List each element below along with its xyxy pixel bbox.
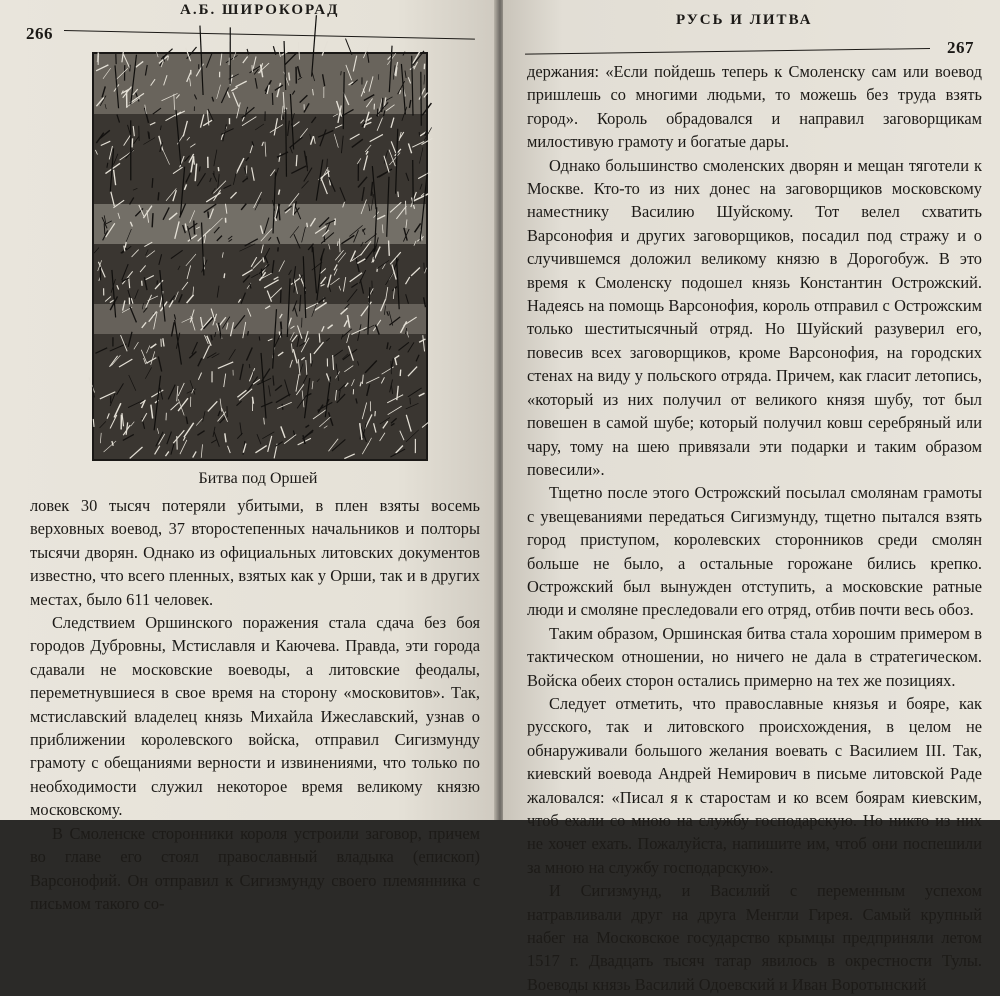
left-page-number: 266 xyxy=(26,24,53,44)
battle-engraving xyxy=(92,52,428,461)
left-page xyxy=(0,0,497,820)
right-header-rule xyxy=(525,48,930,55)
right-paragraph-3: Тщетно после этого Острожский посылал смолянам грамоты с увещеваниями передаться Сигизмунду, тщетно пытался взять город приступом, королевских сторонников среди смолян больше не было, а остальные горожане бились крепко. Острожский был вынужден отступить, а московские ратные люди и смоляне преследовали его отряд, отбив почти весь обоз. xyxy=(527,481,982,621)
left-running-title: А.Б. ШИРОКОРАД xyxy=(180,2,339,19)
left-paragraph-1: ловек 30 тысяч потеряли убитыми, в плен взяты восемь верховных воевод, 37 второстепенных начальников и полторы тысячи дворян. Однако из официальных литовских документов известно, что всего пленных, взятых как у Орши, так и в других местах, было 611 человек. xyxy=(30,494,480,611)
left-header-rule xyxy=(64,30,475,40)
right-running-title: РУСЬ И ЛИТВА xyxy=(676,12,812,29)
right-paragraph-6: И Сигизмунд, и Василий с переменным успехом натравливали друг на друга Менгли Гирея. Самый крупный набег на Московское государство крымцы предприняли летом 1517 г. Двадцать тысяч татар явилось в окрестности Тулы. Воеводы князь Василий Одоевский и Иван Воротынский xyxy=(527,879,982,996)
right-body-text xyxy=(527,60,982,996)
battle-engraving-illustration xyxy=(94,54,426,459)
right-running-head xyxy=(503,0,1000,52)
left-paragraph-3: В Смоленске сторонники короля устроили заговор, причем во главе его стоял православный владыка (епископ) Варсонофий. Он отправил к Сигизмунду своего племянника с письмом такого со- xyxy=(30,822,480,916)
right-paragraph-2: Однако большинство смоленских дворян и мещан тяготели к Москве. Кто-то из них донес на заговорщиков московскому наместнику Василию Шуйскому. Тот велел схватить Варсонофия и других заговорщиков, посадил под стражу и о случившемся доложил великому князю в Дорогобуж. В это время к Смоленску подошел князь Константин Острожский. Надеясь на помощь Варсонофия, король отправил с Острожским только шеститысячный отряд. Но Шуйский разуверил его, повесив всех заговорщиков, кроме Варсонофия, на городских стенах на виду у польского отряда. Причем, как гласит летопись, «который из них получил от великого князя шубу, тот был повешен в самой шубе; который получил ковш серебряный или чару, тому на шею привязали эти подарки и таким образом повесили». xyxy=(527,154,982,482)
right-page-number: 267 xyxy=(947,38,974,58)
right-page xyxy=(503,0,1000,820)
left-body-text xyxy=(30,494,480,915)
figure-caption: Битва под Оршей xyxy=(92,470,424,488)
right-paragraph-4: Таким образом, Оршинская битва стала хорошим примером в тактическом отношении, но ничего не дала в стратегическом. Войска обеих сторон остались примерно на тех же позициях. xyxy=(527,622,982,692)
right-paragraph-5: Следует отметить, что православные князья и бояре, как русского, так и литовского происхождения, в целом не обнаруживали большого желания воевать с Василием III. Так, киевский воевода Андрей Немирович в письме литовской Раде жаловался: «Писал я к старостам и ко всем боярам киевским, чтоб ехали со мною на службу господарскую. Но никто из них не хочет ехать. Пожалуйста, напишите им, чтоб они поспешили за мною на службу господарскую». xyxy=(527,692,982,879)
left-running-head xyxy=(0,0,497,52)
right-paragraph-1: держания: «Если пойдешь теперь к Смоленску сам или воевод пришлешь со многими людьми, то можешь без труда взять город». Король обрадовался и направил заговорщикам милостивую грамоту и богатые дары. xyxy=(527,60,982,154)
left-paragraph-2: Следствием Оршинского поражения стала сдача без боя городов Дубровны, Мстиславля и Каючева. Правда, эти города сдавали не московские воеводы, а литовские феодалы, переметнувшиеся в свое время на сторону «московитов». Так, мстиславский владелец князь Михайла Ижеславский, узнав о приближении королевского войска, отправил Сигизмунду грамоту с обещаниями верности и извинениями, что только по необходимости служил некоторое время великому князю московскому. xyxy=(30,611,480,822)
